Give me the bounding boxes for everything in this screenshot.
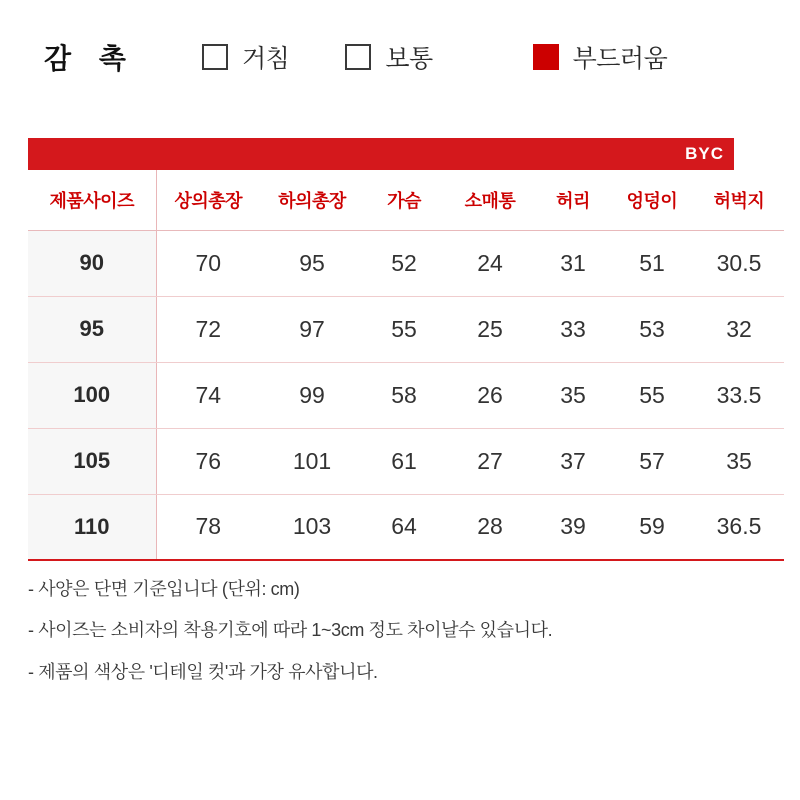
notes-section (28, 578, 748, 702)
cell-size: 100 (28, 362, 156, 428)
cell-value: 31 (536, 230, 610, 296)
cell-value: 33.5 (694, 362, 784, 428)
table-row (28, 296, 784, 362)
feel-option-label: 거침 (242, 45, 290, 73)
column-header-thigh: 허벅지 (694, 170, 784, 230)
cell-value: 74 (156, 362, 260, 428)
table-row (28, 494, 784, 560)
feel-option-normal[interactable] (345, 37, 432, 77)
cell-value: 99 (260, 362, 364, 428)
cell-value: 37 (536, 428, 610, 494)
column-header-bottom-length: 하의총장 (260, 170, 364, 230)
cell-value: 55 (610, 362, 694, 428)
table-header (28, 170, 784, 230)
cell-value: 103 (260, 494, 364, 560)
cell-value: 97 (260, 296, 364, 362)
note-line: - 사양은 단면 기준입니다 (단위: cm) (28, 579, 300, 599)
cell-size: 105 (28, 428, 156, 494)
cell-value: 36.5 (694, 494, 784, 560)
cell-size: 110 (28, 494, 156, 560)
cell-value: 28 (444, 494, 536, 560)
cell-value: 30.5 (694, 230, 784, 296)
column-header-chest: 가슴 (364, 170, 444, 230)
feel-option-soft[interactable] (533, 37, 668, 77)
cell-value: 32 (694, 296, 784, 362)
cell-value: 53 (610, 296, 694, 362)
size-table (28, 170, 784, 561)
feel-option-label: 부드러움 (572, 45, 668, 73)
note-line: - 사이즈는 소비자의 착용기호에 따라 1~3cm 정도 차이날수 있습니다. (28, 620, 553, 641)
table-row (28, 428, 784, 494)
feel-title: 감 촉 (44, 43, 136, 74)
cell-value: 58 (364, 362, 444, 428)
column-header-size: 제품사이즈 (28, 170, 156, 230)
table-body (28, 230, 784, 560)
checkbox-checked-icon[interactable] (533, 44, 559, 70)
cell-value: 26 (444, 362, 536, 428)
feel-section (44, 28, 756, 86)
cell-value: 70 (156, 230, 260, 296)
cell-value: 51 (610, 230, 694, 296)
feel-option-rough[interactable] (202, 37, 289, 77)
cell-size: 90 (28, 230, 156, 296)
cell-value: 78 (156, 494, 260, 560)
table-header-row (28, 170, 784, 230)
cell-value: 101 (260, 428, 364, 494)
cell-value: 61 (364, 428, 444, 494)
cell-value: 33 (536, 296, 610, 362)
cell-value: 35 (536, 362, 610, 428)
cell-value: 27 (444, 428, 536, 494)
brand-bar (28, 138, 734, 170)
size-table-wrapper (28, 138, 765, 561)
column-header-waist: 허리 (536, 170, 610, 230)
cell-value: 55 (364, 296, 444, 362)
checkbox-icon[interactable] (345, 44, 371, 70)
cell-value: 64 (364, 494, 444, 560)
column-header-hip: 엉덩이 (610, 170, 694, 230)
column-header-top-length: 상의총장 (156, 170, 260, 230)
cell-size: 95 (28, 296, 156, 362)
cell-value: 39 (536, 494, 610, 560)
note-line: - 제품의 색상은 '디테일 컷'과 가장 유사합니다. (28, 661, 378, 682)
cell-value: 72 (156, 296, 260, 362)
cell-value: 52 (364, 230, 444, 296)
cell-value: 95 (260, 230, 364, 296)
cell-value: 57 (610, 428, 694, 494)
checkbox-icon[interactable] (202, 44, 228, 70)
table-row (28, 230, 784, 296)
cell-value: 76 (156, 428, 260, 494)
feel-option-label: 보통 (385, 45, 433, 73)
cell-value: 25 (444, 296, 536, 362)
brand-logo-text: BYC (685, 144, 724, 163)
cell-value: 24 (444, 230, 536, 296)
cell-value: 35 (694, 428, 784, 494)
column-header-sleeve: 소매통 (444, 170, 536, 230)
cell-value: 59 (610, 494, 694, 560)
table-row (28, 362, 784, 428)
